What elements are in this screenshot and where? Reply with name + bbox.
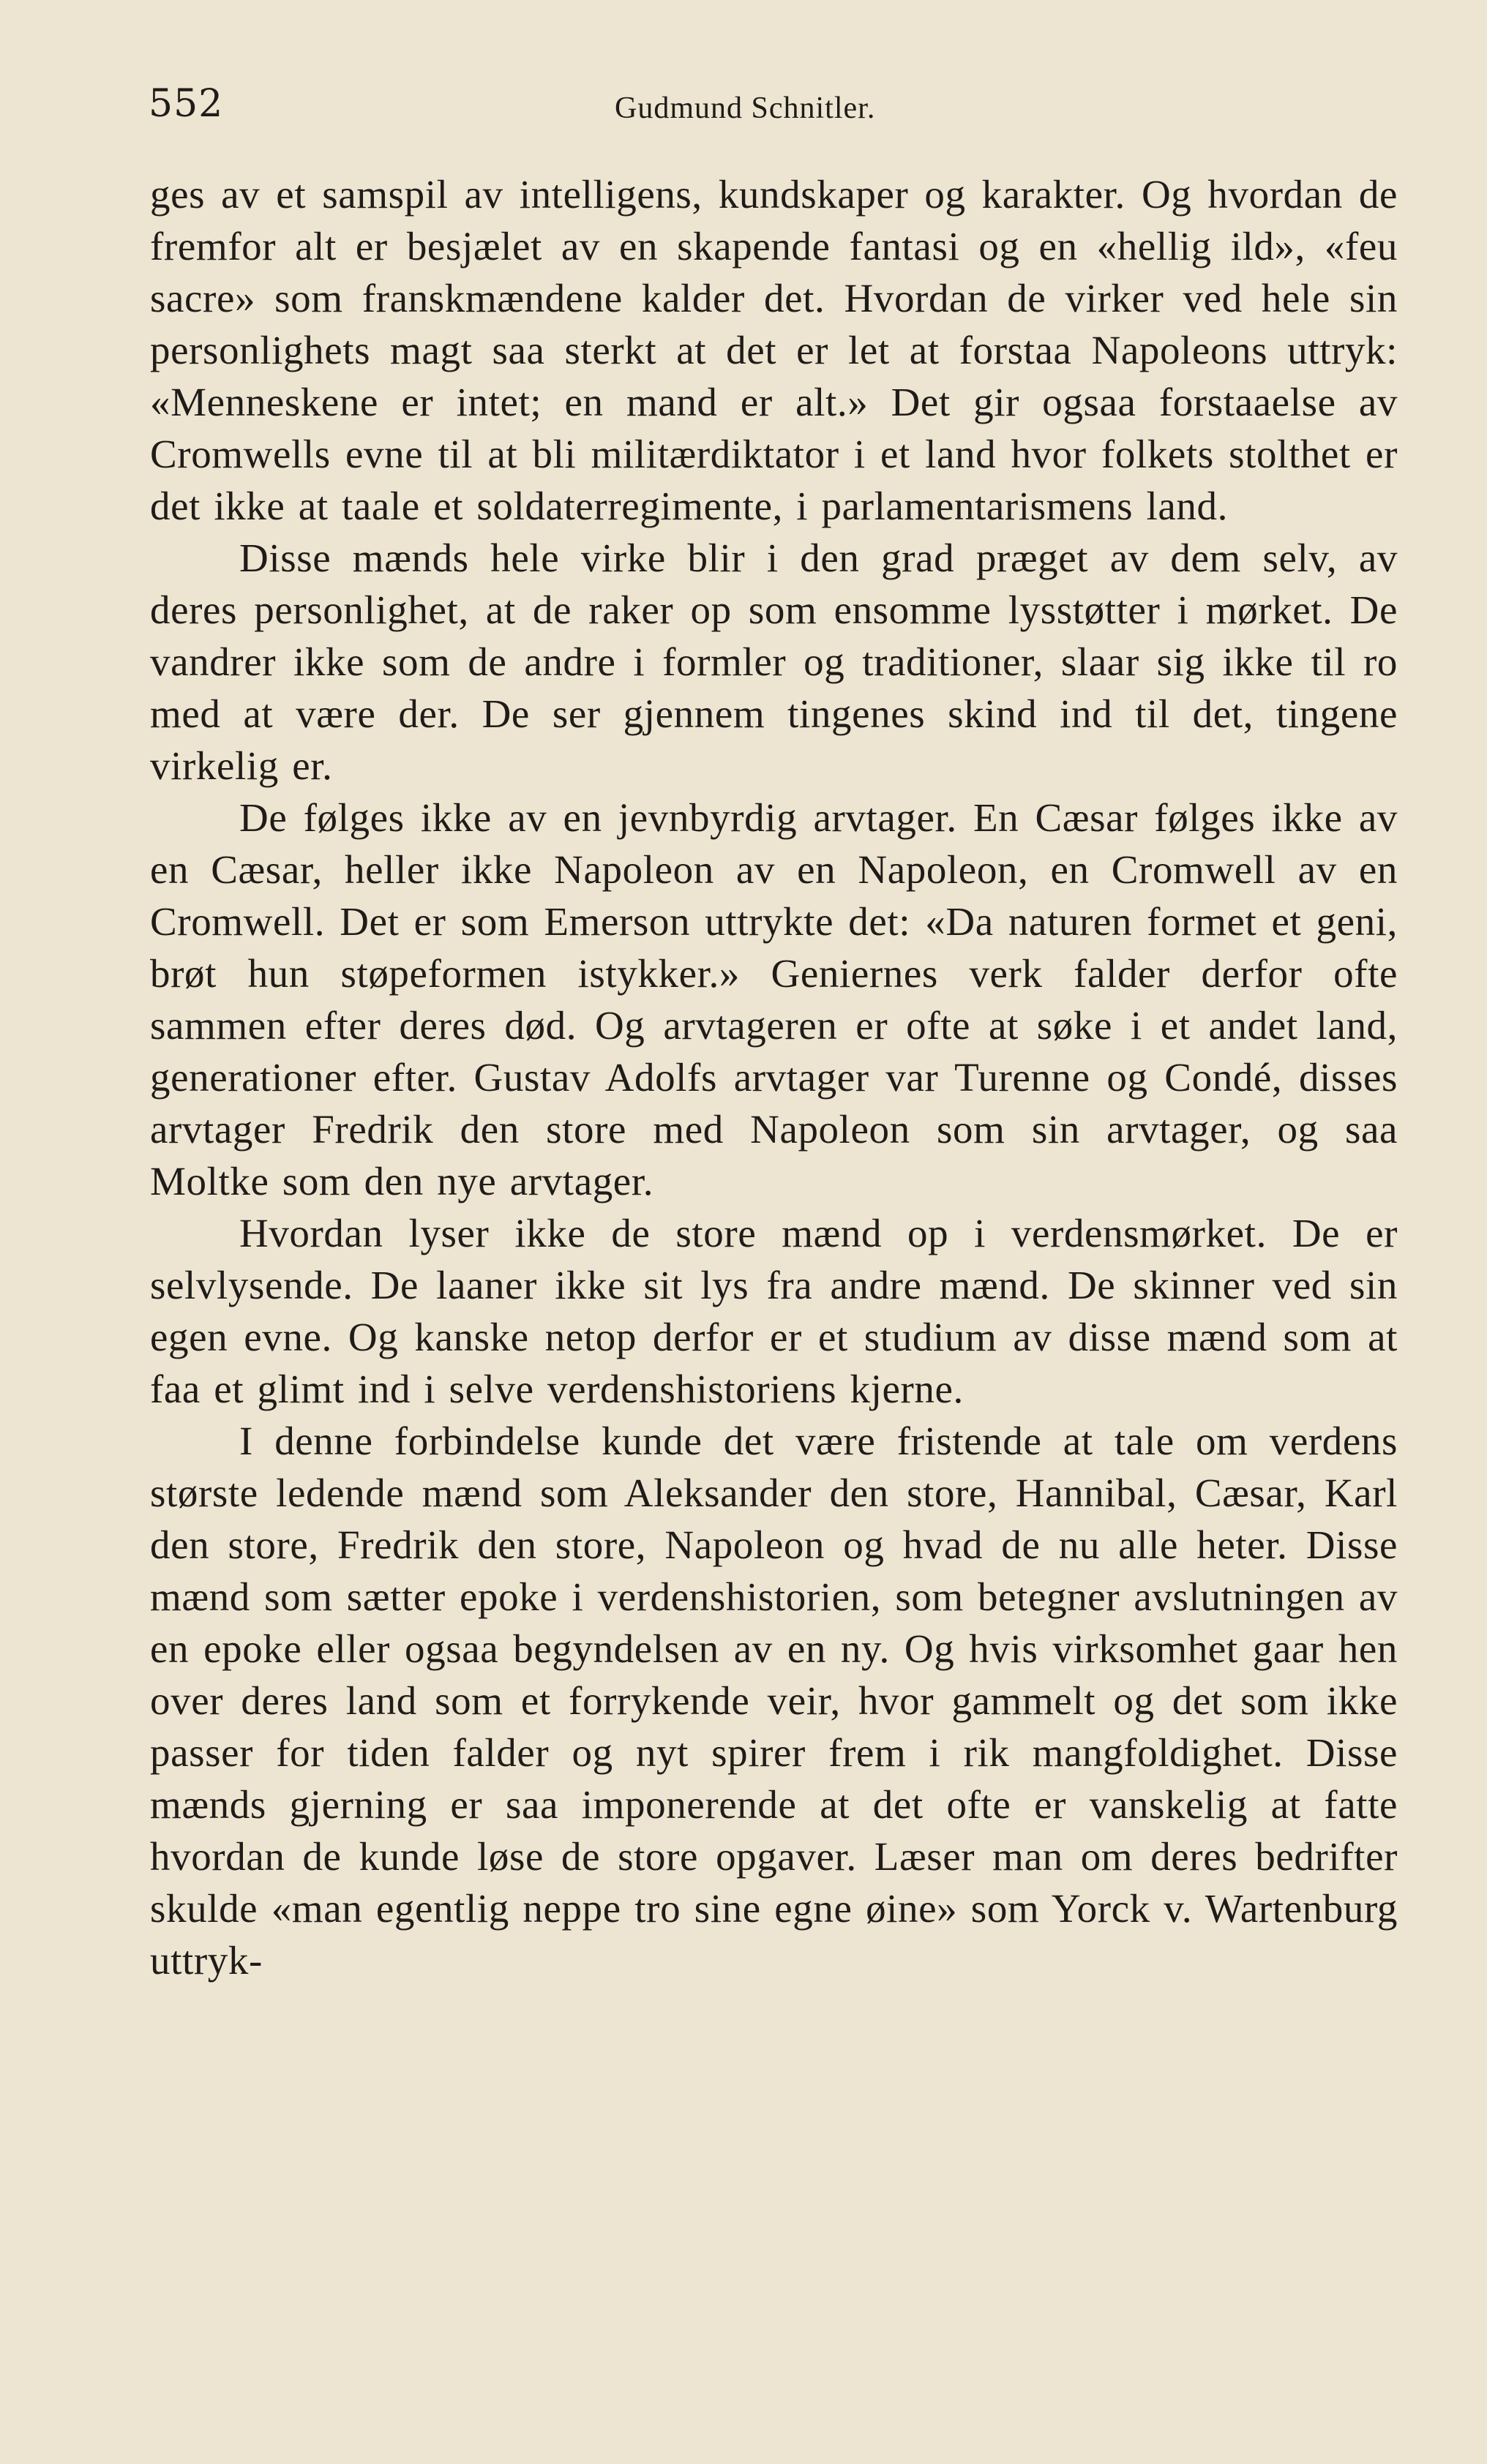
body-text [150, 168, 1398, 1986]
paragraph-2: Disse mænds hele virke blir i den grad præget av dem selv, av deres personlighet, at de raker op som ensomme lysstøtter i mørket. De vandrer ikke som de andre i formler og traditioner, slaar sig ikke til ro med at være der. De ser gjennem tingenes skind ind til det, tingene virkelig er. [150, 536, 1398, 788]
page-header [149, 82, 1396, 135]
paragraph-3: De følges ikke av en jevnbyrdig arvtager. En Cæsar følges ikke av en Cæsar, heller ikke Napoleon av en Napoleon, en Cromwell av en Cromwell. Det er som Emerson uttrykte det: «Da naturen formet et geni, brøt hun støpeformen istykker.» Geniernes verk falder derfor ofte sammen efter deres død. Og arvtageren er ofte at søke i et andet land, generationer efter. Gustav Adolfs arvtager var Turenne og Condé, disses arvtager Fredrik den store med Napoleon som sin arvtager, og saa Moltke som den nye arvtager. [150, 795, 1398, 1203]
paragraph-1: ges av et samspil av intelligens, kundskaper og karakter. Og hvordan de fremfor alt er besjælet av en skapende fantasi og en «hellig ild», «feu sacre» som franskmændene kalder det. Hvordan de virker ved hele sin personlighets magt saa sterkt at det er let at forstaa Napoleons uttryk: «Menneskene er intet; en mand er alt.» Det gir ogsaa forstaaelse av Cromwells evne til at bli militærdiktator i et land hvor folkets stolthet er det ikke at taale et soldaterregimente, i parlamentarismens land. [150, 172, 1398, 528]
page-number: 552 [149, 82, 224, 126]
paragraph-5: I denne forbindelse kunde det være fristende at tale om verdens største ledende mænd som Aleksander den store, Hannibal, Cæsar, Karl den store, Fredrik den store, Napoleon og hvad de nu alle heter. Disse mænd som sætter epoke i verdenshistorien, som betegner avslutningen av en epoke eller ogsaa begyndelsen av en ny. Og hvis virksomhet gaar hen over deres land som et forrykende veir, hvor gammelt og det som ikke passer for tiden falder og nyt spirer frem i rik mangfoldighet. Disse mænds gjerning er saa imponerende at det ofte er vanskelig at fatte hvordan de kunde løse de store opgaver. Læser man om deres bedrifter skulde «man egentlig neppe tro sine egne øine» som Yorck v. Wartenburg uttryk- [150, 1419, 1398, 1983]
paragraph-4: Hvordan lyser ikke de store mænd op i verdensmørket. De er selvlysende. De laaner ikke sit lys fra andre mænd. De skinner ved sin egen evne. Og kanske netop derfor er et studium av disse mænd som at faa et glimt ind i selve verdenshistoriens kjerne. [150, 1211, 1398, 1411]
running-title: Gudmund Schnitler. [615, 91, 876, 125]
